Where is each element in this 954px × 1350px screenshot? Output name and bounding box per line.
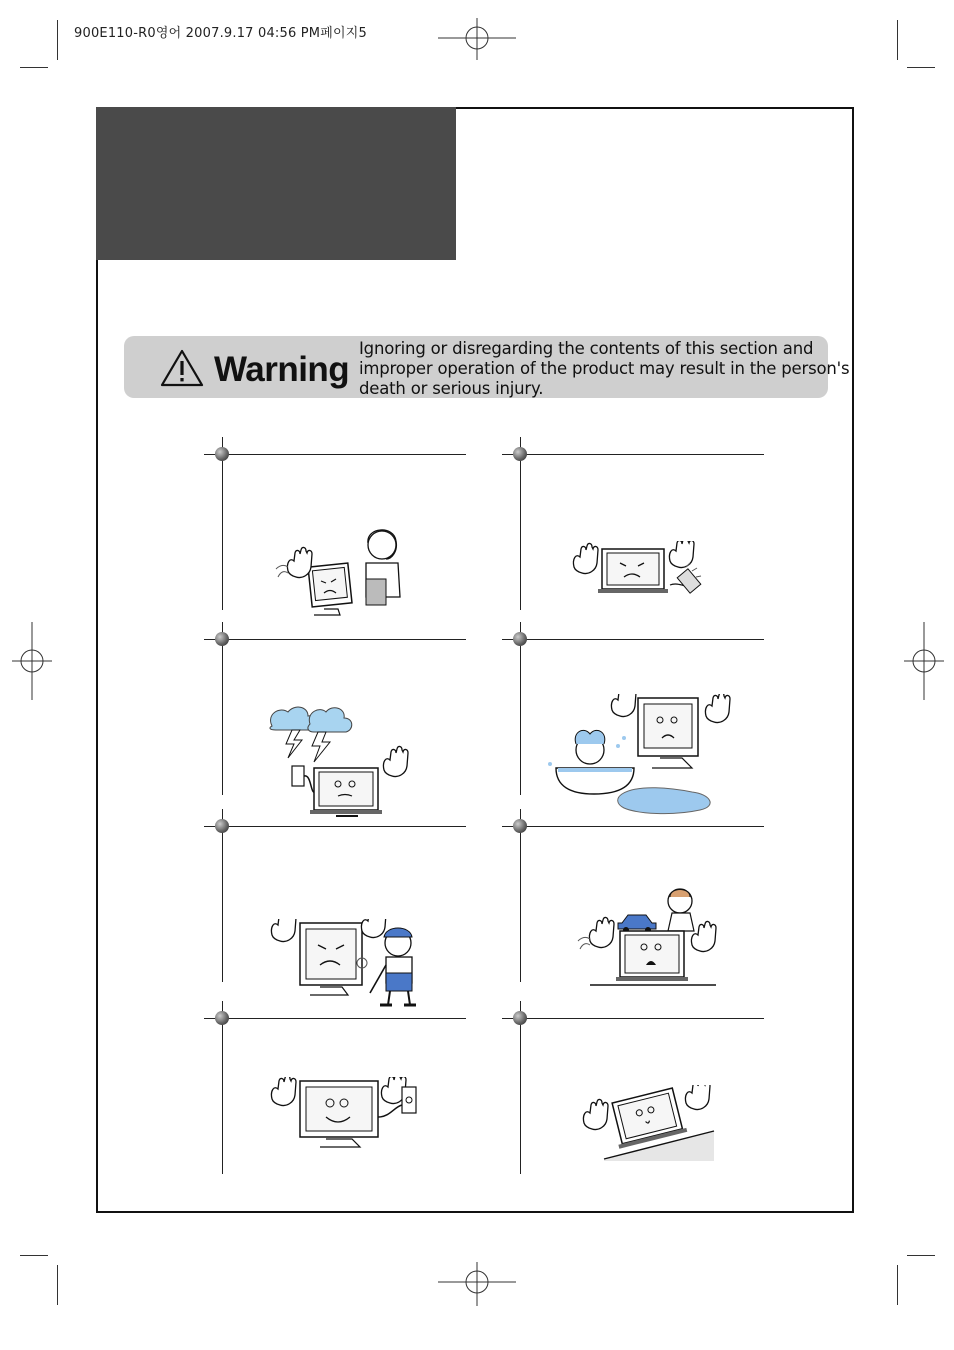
page-frame	[96, 107, 854, 1213]
registration-mark-bottom-icon	[438, 1262, 516, 1306]
warning-line-3: death or serious injury.	[359, 379, 544, 398]
print-slug: 900E110-R0영어 2007.9.17 04:56 PM페이지5	[74, 26, 367, 41]
registration-mark-left-icon	[12, 622, 52, 700]
monitor-screwdriver-icon	[270, 919, 470, 1015]
monitor-plug-icon	[270, 1077, 470, 1165]
warning-title: Warning	[214, 350, 350, 389]
monitor-water-icon	[542, 694, 762, 816]
warning-triangle-icon	[160, 349, 204, 387]
monitor-slope-icon	[582, 1085, 722, 1165]
warning-line-2: improper operation of the product may result in the person's	[359, 359, 850, 378]
warning-line-1: Ignoring or disregarding the contents of this section and	[359, 339, 814, 358]
monitor-heat-icon	[570, 541, 760, 611]
monitor-woman-icon	[274, 523, 464, 623]
section-title-block	[96, 107, 456, 260]
registration-mark-top-icon	[438, 18, 516, 60]
monitor-child-icon	[576, 887, 766, 989]
warning-description	[359, 339, 850, 399]
monitor-lightning-icon	[266, 704, 466, 822]
registration-mark-right-icon	[904, 622, 944, 700]
